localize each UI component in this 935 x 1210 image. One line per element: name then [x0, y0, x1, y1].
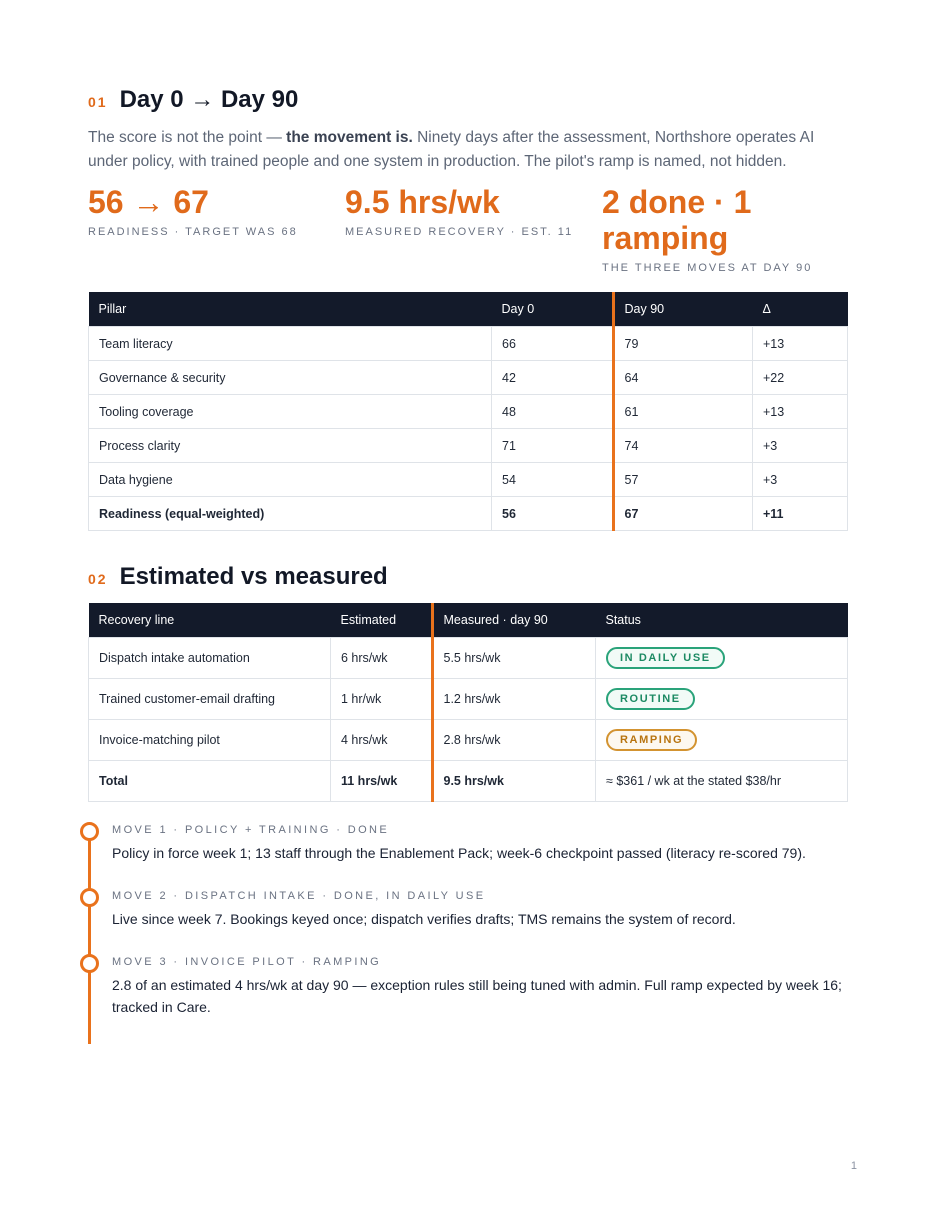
- move-label: MOVE 1 · POLICY + TRAINING · DONE: [112, 824, 390, 836]
- move-text: 2.8 of an estimated 4 hrs/wk at day 90 — exception rules still being tuned with admin. Full ramp expected by week 16; tracked in Care.: [112, 977, 842, 1015]
- move-label: MOVE 3 · INVOICE PILOT · RAMPING: [112, 956, 382, 968]
- column-header: Estimated: [331, 603, 433, 638]
- cell: Trained customer-email drafting: [89, 679, 331, 720]
- cell: Data hygiene: [89, 463, 492, 497]
- column-header: Measured · day 90: [432, 603, 596, 638]
- table-total-row: [89, 497, 848, 531]
- move-1: [112, 824, 848, 864]
- cell: +3: [753, 463, 848, 497]
- cell: 57: [613, 463, 753, 497]
- cell: +3: [753, 429, 848, 463]
- cell: +11: [753, 497, 848, 531]
- timeline-dot-icon: [80, 888, 99, 907]
- table-row: [89, 720, 848, 761]
- stats-row: [88, 184, 848, 280]
- table-row: [89, 361, 848, 395]
- cell: ≈ $361 / wk at the stated $38/hr: [596, 761, 848, 802]
- cell: 74: [613, 429, 753, 463]
- table-row: [89, 429, 848, 463]
- cell: Dispatch intake automation: [89, 638, 331, 679]
- cell: Readiness (equal-weighted): [89, 497, 492, 531]
- cell: [596, 679, 848, 720]
- move-text: Live since week 7. Bookings keyed once; dispatch verifies drafts; TMS remains the system of record.: [112, 911, 736, 927]
- cell: 48: [492, 395, 614, 429]
- stat-value: 9.5 hrs/wk: [345, 184, 500, 220]
- stat-value: 56 → 67: [88, 184, 209, 220]
- move-2: [112, 890, 848, 930]
- table-row: [89, 463, 848, 497]
- column-header: Status: [596, 603, 848, 638]
- table-header-row: [89, 292, 848, 327]
- table-row: [89, 638, 848, 679]
- cell: 56: [492, 497, 614, 531]
- cell: Governance & security: [89, 361, 492, 395]
- cell: 4 hrs/wk: [331, 720, 433, 761]
- intro-lead: The score is not the point —: [88, 129, 287, 146]
- pillar-table: [88, 292, 848, 531]
- cell: 64: [613, 361, 753, 395]
- status-badge: RAMPING: [606, 729, 697, 751]
- cell: 61: [613, 395, 753, 429]
- stat-label: READINESS · TARGET WAS 68: [88, 226, 298, 238]
- cell: +22: [753, 361, 848, 395]
- column-header: Δ: [753, 292, 848, 327]
- stat-label: THE THREE MOVES AT DAY 90: [602, 262, 813, 274]
- column-header: Pillar: [89, 292, 492, 327]
- cell: 71: [492, 429, 614, 463]
- cell: 9.5 hrs/wk: [432, 761, 596, 802]
- cell: 1.2 hrs/wk: [432, 679, 596, 720]
- cell: 79: [613, 327, 753, 361]
- move-text: Policy in force week 1; 13 staff through the Enablement Pack; week-6 checkpoint passed (literacy re-scored 79).: [112, 845, 806, 861]
- page: [88, 86, 848, 1044]
- move-label: MOVE 2 · DISPATCH INTAKE · DONE, IN DAILY USE: [112, 890, 486, 902]
- cell: 5.5 hrs/wk: [432, 638, 596, 679]
- column-header: Day 0: [492, 292, 614, 327]
- cell: Tooling coverage: [89, 395, 492, 429]
- table-total-row: [89, 761, 848, 802]
- stat-value: 2 done · 1 ramping: [602, 184, 752, 256]
- section-title: Day 0 → Day 90: [119, 86, 299, 113]
- intro-paragraph: [88, 126, 833, 174]
- stat-readiness: [88, 184, 345, 280]
- cell: Process clarity: [89, 429, 492, 463]
- cell: 54: [492, 463, 614, 497]
- cell: +13: [753, 395, 848, 429]
- section-number: 02: [88, 571, 108, 587]
- intro-rest: Ninety days after the assessment, Northshore operates AI under policy, with trained people and one system in production. The pilot's ramp is named, not hidden.: [88, 129, 815, 170]
- table-row: [89, 327, 848, 361]
- section-1-header: [88, 86, 848, 114]
- page-number: 1: [850, 1160, 857, 1172]
- status-badge: IN DAILY USE: [606, 647, 725, 669]
- cell: [596, 638, 848, 679]
- cell: 1 hr/wk: [331, 679, 433, 720]
- moves-timeline: [88, 824, 848, 1018]
- cell: Invoice-matching pilot: [89, 720, 331, 761]
- move-3: [112, 956, 848, 1018]
- cell: Team literacy: [89, 327, 492, 361]
- cell: 2.8 hrs/wk: [432, 720, 596, 761]
- cell: 67: [613, 497, 753, 531]
- recovery-table: [88, 603, 848, 802]
- timeline-dot-icon: [80, 822, 99, 841]
- intro-emphasis: the movement is.: [286, 129, 413, 146]
- table-header-row: [89, 603, 848, 638]
- section-title: Estimated vs measured: [119, 563, 388, 590]
- table-row: [89, 679, 848, 720]
- cell: Total: [89, 761, 331, 802]
- cell: 42: [492, 361, 614, 395]
- stat-moves: [602, 184, 822, 280]
- cell: 11 hrs/wk: [331, 761, 433, 802]
- timeline-line: [88, 828, 91, 1044]
- cell: +13: [753, 327, 848, 361]
- timeline-dot-icon: [80, 954, 99, 973]
- column-header: Day 90: [613, 292, 753, 327]
- table-row: [89, 395, 848, 429]
- section-2-header: [88, 563, 848, 591]
- stat-recovery: [345, 184, 602, 280]
- column-header: Recovery line: [89, 603, 331, 638]
- section-number: 01: [88, 94, 108, 110]
- status-badge: ROUTINE: [606, 688, 695, 710]
- cell: [596, 720, 848, 761]
- cell: 66: [492, 327, 614, 361]
- cell: 6 hrs/wk: [331, 638, 433, 679]
- stat-label: MEASURED RECOVERY · EST. 11: [345, 226, 574, 238]
